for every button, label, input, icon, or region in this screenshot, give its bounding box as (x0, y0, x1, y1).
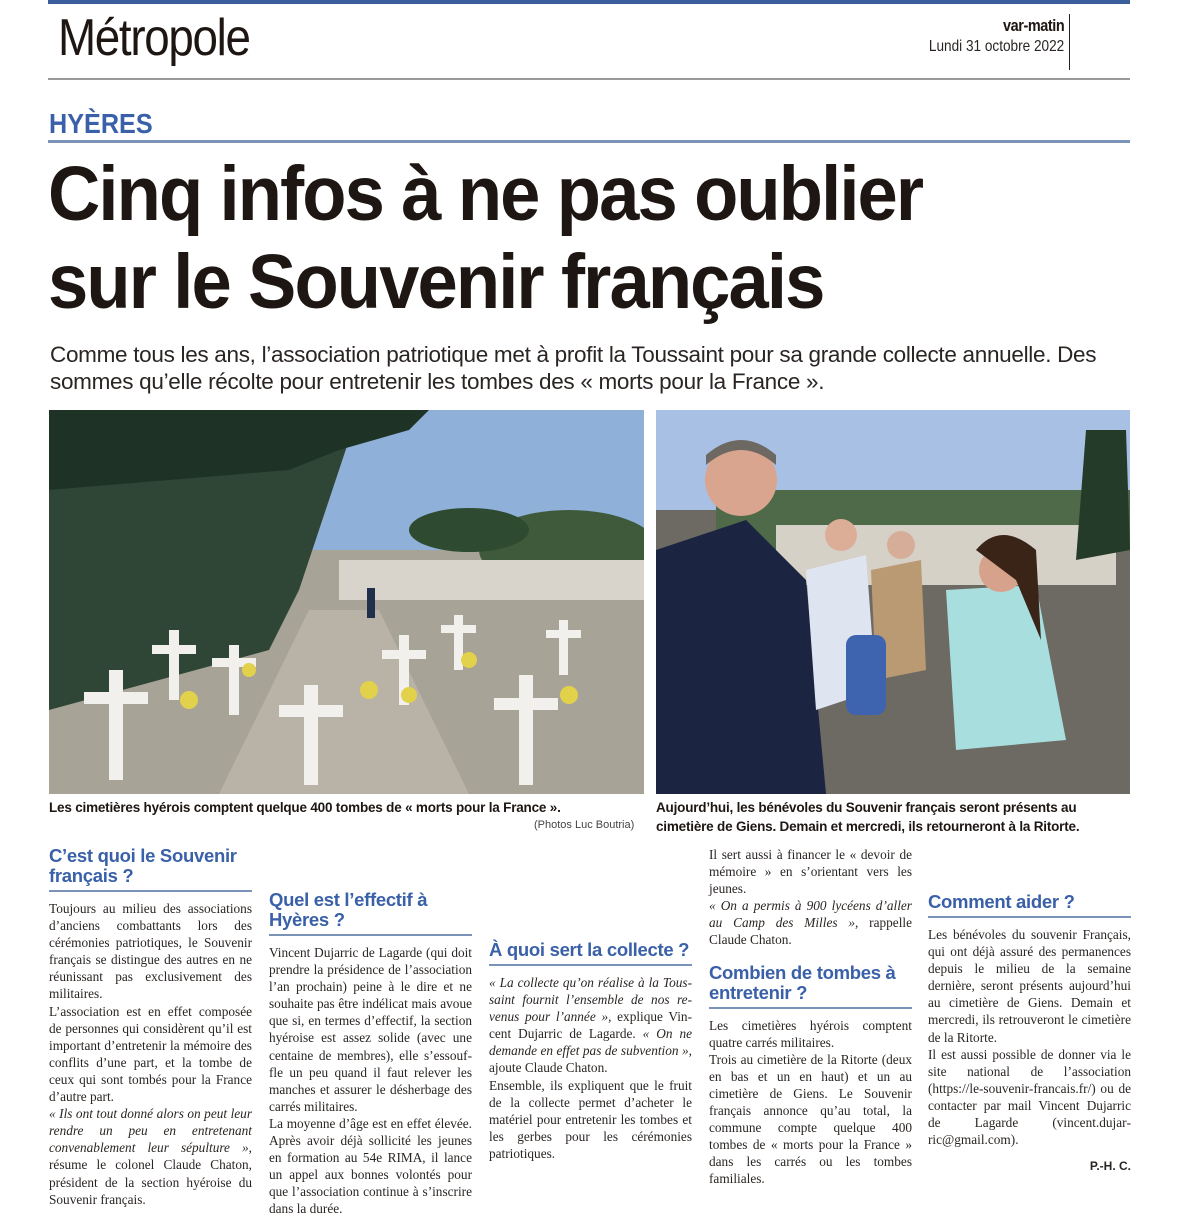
publication-date: Lundi 31 octobre 2022 (928, 38, 1064, 55)
article-lead: Comme tous les ans, l’association patriotique met à profit la Toussaint pour sa grande collecte annuelle. Des sommes qu’elle récolte pour entretenir les tombes des « morts pour la France ». (50, 342, 1097, 394)
paragraph: Vincent Dujarric de Lagarde (qui doit prendre la présidence de l’association l’an prochain) peine à le dire et ne souhaite pas être indélicat mais avoue que si, en termes d’effectif, la section hyéroise est assez solide (avec une centaine de membres), elle s’essouffle un peu quand il faut relever les manches et assurer le désherbage des carrés militaires. (269, 945, 472, 1114)
quote: « Ils ont tout donné alors on peut leur rendre un peu en entretenant convenablement leur sépulture » (49, 1106, 252, 1156)
section-title: Métropole (58, 9, 250, 67)
quote-paragraph (489, 974, 692, 1077)
byline: P.-H. C. (1089, 1159, 1131, 1174)
subhead-tombes: Combien de tombes à entretenir ? (709, 963, 912, 1009)
article-column-5 (928, 892, 1131, 1175)
quote: « La collecte qu’on réalise à la Toussaint fournit l’ensemble de nos revenus pour l’année » (489, 975, 692, 1025)
article-column-2 (269, 890, 472, 1218)
article-column-1 (49, 846, 252, 1208)
subhead-collecte: À quoi sert la collecte ? (489, 940, 692, 966)
photo-volunteers (656, 410, 1130, 794)
subhead-what-is: C’est quoi le Souvenir français ? (49, 846, 252, 892)
quote-attribution: , ajoute Claude Chaton. (489, 1043, 692, 1076)
header-rule (48, 78, 1130, 80)
paragraph: Ensemble, ils expliquent que le fruit de la collecte permet d’acheter le matériel pour entretenir les tombes et les gerbes pour les cérémonies patriotiques. (489, 1077, 692, 1161)
masthead (905, 16, 1064, 56)
paragraph: L’association est en effet composée de personnes qui considèrent qu’il est important d’entretenir la mémoire des conflits d’une part, et la tombe de ceux qui sont tombés pour la France d’autre part. (49, 1003, 252, 1105)
article-headline (48, 150, 922, 326)
cemetery-illustration (49, 410, 644, 794)
masthead-divider (1069, 14, 1070, 70)
paragraph: Trois au cimetière de la Ritorte (deux en bas et un en haut) et un au cimetière de Giens. Le Souvenir français annonce qu’au total, la commune compte quelque 400 tombes de « morts pour la France » dans les carrés ou les tombes familiales. (709, 1051, 912, 1187)
paragraph: Toujours au milieu des associations d’anciens combattants lors des cérémonies patriotiques, le Souvenir français se distingue des autres en ne réunissant pas exclusivement des militaires. (49, 901, 252, 1002)
photo-cemetery-caption: Les cimetières hyérois comptent quelque 400 tombes de « morts pour la France ». (49, 800, 561, 815)
photo-credit: (Photos Luc Boutria) (534, 819, 635, 831)
subhead-comment-aider: Comment aider ? (928, 892, 1131, 918)
article-column-4 (709, 846, 912, 1188)
article-column-3 (489, 940, 692, 1162)
headline-line-1: Cinq infos à ne pas oublier (48, 151, 923, 237)
quote-attribution: , résume le colonel Claude Chaton, président de la section hyéroise du Souvenir français. (49, 1140, 252, 1207)
quote: « On ne demande en effet pas de subvention » (489, 1026, 692, 1059)
quote: « On a permis à 900 lycéens d’aller au Camp des Milles » (709, 898, 912, 931)
article-kicker: HYÈRES (49, 108, 153, 139)
newspaper-name: var-matin (1002, 16, 1064, 35)
paragraph: Il sert aussi à financer le « devoir de mémoire » en s’orientant vers les jeunes. (709, 847, 912, 897)
photo-volunteers-caption: Aujourd’hui, les bénévoles du Souvenir français seront présents au cimetière de Giens. Demain et mercredi, ils retourneront à la Ritorte. (656, 800, 1080, 834)
quote-attribution: , rappelle Claude Chaton. (709, 915, 912, 948)
headline-line-2: sur le Souvenir français (48, 239, 824, 325)
subhead-effectif: Quel est l’effectif à Hyères ? (269, 890, 472, 936)
photo-cemetery (49, 410, 644, 794)
volunteers-illustration (656, 410, 1130, 794)
paragraph: La moyenne d’âge est en effet élevée. Après avoir déjà sollicité les jeunes en formation au 54e RIMA, il lance un appel aux bonnes volontés pour que l’association continue à s’inscrire dans la durée. (269, 1115, 472, 1217)
collection-box (846, 635, 886, 715)
quote-paragraph (709, 897, 912, 948)
top-accent-bar (48, 0, 1130, 4)
visitor-figure (367, 588, 375, 618)
quote-attribution: , explique Vincent Dujarric de Lagarde. (489, 1009, 692, 1042)
paragraph: Il est aussi possible de donner via le site national de l’association (https://le-souvenir-francais.fr/) ou de contacter par mail Vincent Dujarric de Lagarde (vincent.dujarric@gmail.com). (928, 1046, 1131, 1148)
paragraph: Les cimetières hyérois comptent quatre carrés militaires. (709, 1017, 912, 1050)
paragraph: Les bénévoles du souvenir Français, qui ont déjà assuré des permanences depuis le milieu de la semaine dernière, seront présents aujourd’hui au cimetière de Giens. Demain et mercredi, ils retrouveront le cimetière de la Ritorte. (928, 927, 1131, 1045)
quote-paragraph (49, 1105, 252, 1208)
kicker-rule (48, 140, 1130, 143)
